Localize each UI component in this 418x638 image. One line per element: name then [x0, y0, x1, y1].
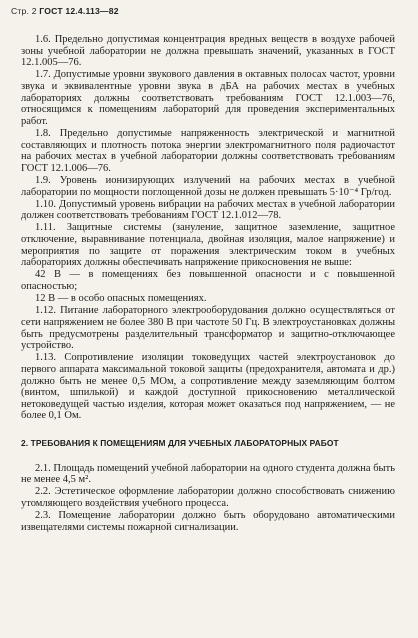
page-header — [11, 6, 119, 16]
paragraph-2-1: 2.1. Площадь помещений учебной лаборатории на одного студента должна быть не менее 4,5 м². — [21, 462, 395, 486]
paragraph-1-8: 1.8. Предельно допустимые напряженность электрической и магнитной составляющих и плотность потока энергии электромагнитного поля радиочастот на рабочих местах в учебной лаборатории должны соответствовать требованиям ГОСТ 12.1.006—76. — [21, 127, 395, 174]
document-body — [21, 34, 395, 534]
paragraph-2-3: 2.3. Помещение лаборатории должно быть оборудовано автоматическими извещателями системы пожарной сигнализации. — [21, 510, 395, 533]
paragraph-1-11: 1.11. Защитные системы (зануление, защитное заземление, защитное отключение, выравнивание потенциала, двойная изоляция, малое напряжение) и мероприятия по защите от поражения электрическим током в учебных лабораториях должны обеспечивать напряжение прикосновения не выше: — [21, 222, 395, 269]
paragraph-1-6: 1.6. Предельно допустимая концентрация вредных веществ в воздухе рабочей зоны учебной лаборатории не должна превышать значений, указанных в ГОСТ 12.1.005—76. — [21, 34, 395, 69]
paragraph-1-7: 1.7. Допустимые уровни звукового давления в октавных полосах частот, уровни звука и эквивалентные уровни звука в дБА на рабочих местах в учебных лабораториях должны соответствовать требованиям ГОСТ 12.1.003—76, относящимся к помещениям лабораторий для проведения экспериментальных работ. — [21, 69, 395, 127]
paragraph-1-10: 1.10. Допустимый уровень вибрации на рабочих местах в учебной лаборатории должен соответствовать требованиям ГОСТ 12.1.012—78. — [21, 198, 395, 222]
paragraph-1-9: 1.9. Уровень ионизирующих излучений на рабочих местах в учебной лаборатории по мощности поглощенной дозы не должен превышать 5·10⁻⁴ Гр/год. — [21, 174, 395, 198]
voltage-item-12v: 12 В — в особо опасных помещениях. — [35, 293, 207, 305]
section-title: 2. ТРЕБОВАНИЯ К ПОМЕЩЕНИЯМ ДЛЯ УЧЕБНЫХ ЛАБОРАТОРНЫХ РАБОТ — [21, 437, 339, 448]
paragraph-1-13: 1.13. Сопротивление изоляции токоведущих частей электроустановок до первого аппарата максимальной токовой защиты (предохранителя, автомата и др.) должно быть не менее 0,5 МОм, а сопротивление между заземляющим болтом (винтом, шпилькой) и каждой доступной прикосновению металлической нетоковедущей частью изделия, которая может оказаться под напряжением, — не более 0,1 Ом. — [21, 352, 395, 422]
paragraph-1-12: 1.12. Питание лабораторного электрооборудования должно осуществляться от сети напряжением не более 380 В при частоте 50 Гц. В электроустановках должны быть предусмотрены разделительный трансформатор и защитно-отключающее устройство. — [21, 305, 395, 352]
voltage-item-42v: 42 В — в помещениях без повышенной опасности и с повышенной опасностью; — [21, 269, 395, 293]
standard-code: ГОСТ 12.4.113—82 — [39, 6, 119, 16]
page-number: Стр. 2 — [11, 6, 37, 16]
paragraph-2-2: 2.2. Эстетическое оформление лаборатории должно способствовать снижению утомляющего воздействия учебного процесса. — [21, 486, 395, 509]
